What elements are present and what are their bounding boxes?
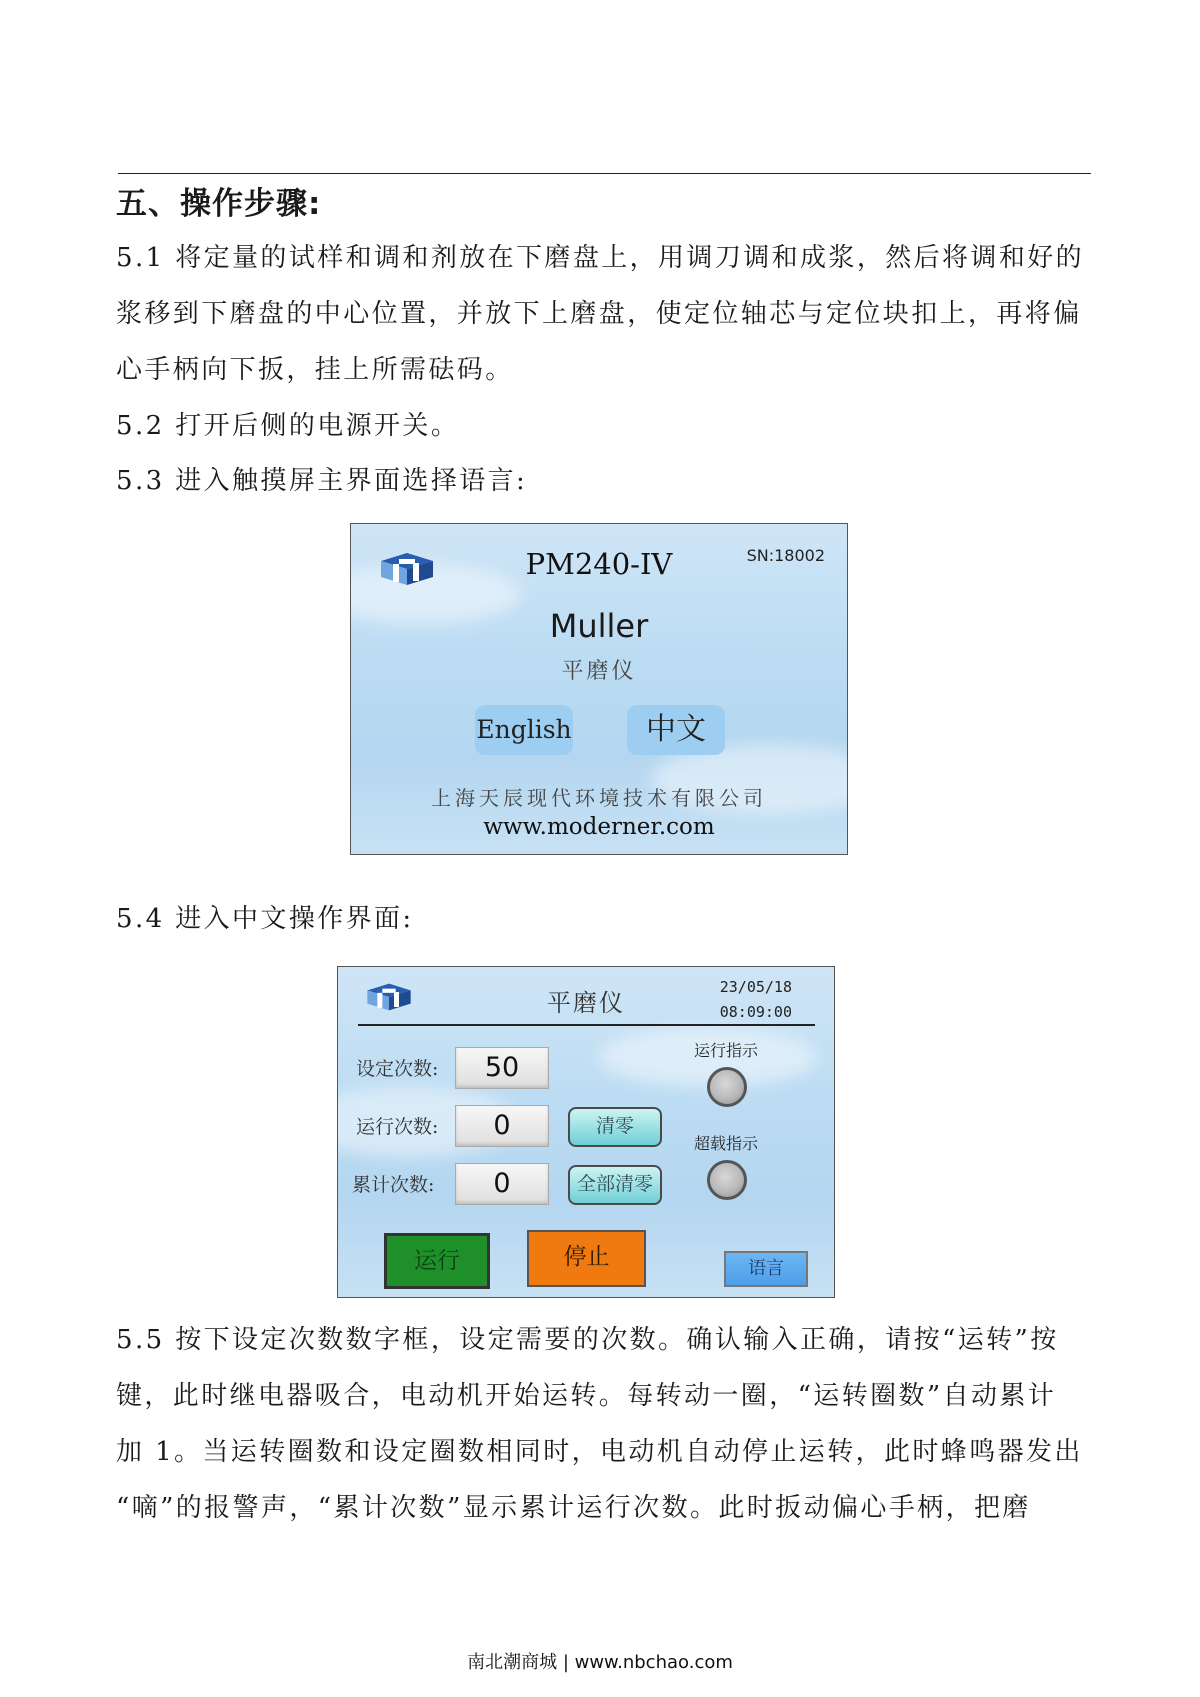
total-count-field: 0	[455, 1163, 549, 1205]
serial-number: SN:18002	[746, 546, 825, 565]
overload-indicator-led	[707, 1160, 747, 1200]
product-name-en: Muller	[549, 607, 649, 645]
company-name: 上海天辰现代环境技术有限公司	[431, 786, 767, 810]
datetime-display	[720, 975, 792, 1025]
product-name-zh: 平磨仪	[561, 659, 637, 684]
text-line: 加 1。当运转圈数和设定圈数相同时，电动机自动停止运转，此时蜂鸣器发出	[116, 1437, 1083, 1467]
section-heading: 五、操作步骤:	[116, 186, 322, 222]
clear-button[interactable]: 清零	[568, 1107, 662, 1147]
chinese-button[interactable]: 中文	[627, 705, 725, 755]
text-line: 5.5 按下设定次数数字框，设定需要的次数。确认输入正确，请按“运转”按	[116, 1325, 1059, 1355]
set-count-field[interactable]: 50	[455, 1047, 549, 1089]
company-logo-icon	[364, 980, 414, 1014]
paragraph-5-1	[116, 230, 1096, 398]
page-footer: 南北潮商城 | www.nbchao.com	[467, 1652, 733, 1673]
run-indicator-label: 运行指示	[693, 1041, 758, 1060]
total-count-label: 累计次数:	[352, 1174, 435, 1196]
overload-indicator-label: 超载指示	[693, 1134, 758, 1153]
set-count-label: 设定次数:	[356, 1058, 439, 1080]
date-text: 23/05/18	[719, 978, 792, 996]
model-name: PM240-IV	[525, 547, 673, 581]
stop-button[interactable]: 停止	[527, 1230, 646, 1287]
text-line: 键，此时继电器吸合，电动机开始运转。每转动一圈，“运转圈数”自动累计	[116, 1381, 1057, 1411]
run-count-field: 0	[455, 1105, 549, 1147]
text-line: 5.4 进入中文操作界面:	[116, 904, 414, 934]
paragraph-5-4	[116, 891, 1096, 947]
run-count-label: 运行次数:	[356, 1116, 439, 1138]
text-line: 5.1 将定量的试样和调和剂放在下磨盘上，用调刀调和成浆，然后将调和好的	[116, 243, 1085, 273]
header-divider	[358, 1024, 815, 1026]
english-button[interactable]: English	[475, 705, 573, 755]
paragraph-5-2	[116, 398, 1096, 454]
language-screen	[350, 523, 848, 855]
text-line: 5.3 进入触摸屏主界面选择语言:	[116, 466, 528, 496]
text-line: 浆移到下磨盘的中心位置，并放下上磨盘，使定位轴芯与定位块扣上，再将偏	[116, 299, 1082, 329]
text-line: 心手柄向下扳，挂上所需砝码。	[116, 355, 514, 385]
paragraph-5-3	[116, 453, 1096, 509]
section-rule	[118, 173, 1091, 174]
company-website: www.moderner.com	[483, 814, 715, 840]
text-line: “嘀”的报警声，“累计次数”显示累计运行次数。此时扳动偏心手柄，把磨	[116, 1493, 1031, 1523]
language-button[interactable]: 语言	[724, 1251, 808, 1287]
text-line: 5.2 打开后侧的电源开关。	[116, 411, 460, 441]
time-text: 08:09:00	[719, 1003, 792, 1021]
screen-title: 平磨仪	[547, 989, 625, 1017]
paragraph-5-5	[116, 1312, 1096, 1536]
operation-screen	[337, 966, 835, 1298]
run-indicator-led	[707, 1067, 747, 1107]
run-button[interactable]: 运行	[384, 1233, 490, 1289]
clear-all-button[interactable]: 全部清零	[568, 1165, 662, 1205]
